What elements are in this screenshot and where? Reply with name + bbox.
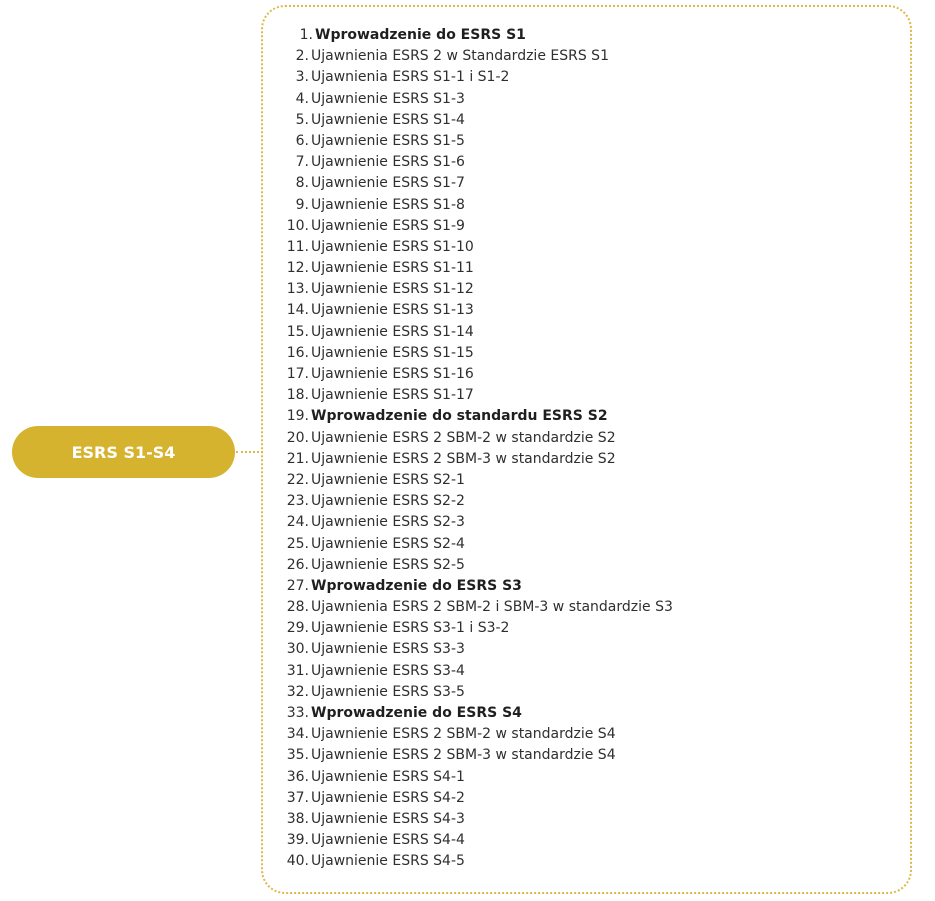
list-item xyxy=(281,745,673,766)
list-item xyxy=(281,512,673,533)
list-item xyxy=(281,470,673,491)
list-item xyxy=(281,534,673,555)
list-item xyxy=(281,830,673,851)
item-label: Ujawnienie ESRS S4-5 xyxy=(311,853,465,870)
list-item xyxy=(281,661,673,682)
item-label: Ujawnienie ESRS S1-14 xyxy=(311,323,474,340)
list-item xyxy=(281,152,673,173)
item-label: Ujawnienie ESRS S4-1 xyxy=(311,768,465,785)
root-node-label: ESRS S1-S4 xyxy=(71,442,176,462)
item-label: Ujawnienie ESRS S1-6 xyxy=(311,154,465,171)
item-label: Ujawnienie ESRS S1-17 xyxy=(311,387,474,404)
item-number: 31. xyxy=(286,662,309,679)
item-number: 20. xyxy=(286,429,309,446)
item-number: 21. xyxy=(286,450,309,467)
item-number: 22. xyxy=(286,471,309,488)
item-number: 16. xyxy=(286,344,309,361)
item-number: 39. xyxy=(286,832,309,849)
item-number: 7. xyxy=(295,154,309,171)
section-heading-item xyxy=(281,25,673,46)
item-number: 4. xyxy=(295,90,309,107)
item-label: Ujawnienie ESRS 2 SBM-3 w standardzie S2 xyxy=(311,450,616,467)
connector-line xyxy=(236,451,263,453)
list-item xyxy=(281,131,673,152)
list-item xyxy=(281,682,673,703)
item-number: 32. xyxy=(286,683,309,700)
item-number: 34. xyxy=(286,726,309,743)
list-item xyxy=(281,364,673,385)
item-number: 2. xyxy=(295,48,309,65)
item-label: Ujawnienie ESRS S1-13 xyxy=(311,302,474,319)
item-number: 13. xyxy=(286,281,309,298)
list-item xyxy=(281,491,673,512)
item-label: Ujawnienie ESRS S1-10 xyxy=(311,238,474,255)
list-item xyxy=(281,449,673,470)
item-number: 6. xyxy=(295,132,309,149)
item-label: Ujawnienie ESRS S1-9 xyxy=(311,217,465,234)
item-label: Wprowadzenie do ESRS S4 xyxy=(311,705,522,721)
item-number: 9. xyxy=(295,196,309,213)
item-label: Ujawnienie ESRS S1-5 xyxy=(311,132,465,149)
item-number: 15. xyxy=(286,323,309,340)
item-label: Ujawnienie ESRS S1-3 xyxy=(311,90,465,107)
section-heading-item xyxy=(281,703,673,724)
list-item xyxy=(281,216,673,237)
list-item xyxy=(281,851,673,872)
item-label: Wprowadzenie do ESRS S3 xyxy=(311,577,522,594)
item-number: 11. xyxy=(286,238,309,255)
list-item xyxy=(281,110,673,131)
item-label: Ujawnienie ESRS 2 SBM-2 w standardzie S2 xyxy=(311,429,616,446)
item-number: 29. xyxy=(286,620,309,637)
topic-list xyxy=(281,25,673,873)
item-label: Ujawnienia ESRS S1-1 i S1-2 xyxy=(311,69,510,86)
list-item xyxy=(281,788,673,809)
item-number: 8. xyxy=(295,175,309,192)
list-item xyxy=(281,279,673,300)
item-label: Ujawnienie ESRS S2-1 xyxy=(311,471,465,488)
item-number: 17. xyxy=(286,366,309,382)
list-item xyxy=(281,767,673,788)
item-number: 30. xyxy=(286,641,309,658)
list-item xyxy=(281,258,673,279)
section-heading-item xyxy=(281,406,673,427)
list-item xyxy=(281,428,673,449)
list-item xyxy=(281,237,673,258)
item-label: Ujawnienie ESRS S2-4 xyxy=(311,535,465,552)
list-item xyxy=(281,555,673,576)
item-number: 27. xyxy=(286,577,309,594)
item-label: Ujawnienie ESRS 2 SBM-3 w standardzie S4 xyxy=(311,747,616,764)
item-number: 19. xyxy=(286,408,309,425)
item-number: 28. xyxy=(286,599,309,616)
item-number: 1. xyxy=(299,27,313,43)
item-label: Ujawnienie ESRS S3-4 xyxy=(311,662,465,679)
item-number: 25. xyxy=(286,535,309,552)
item-label: Ujawnienie ESRS S4-3 xyxy=(311,810,465,827)
item-label: Wprowadzenie do ESRS S1 xyxy=(315,27,526,43)
list-item xyxy=(281,195,673,216)
list-item xyxy=(281,46,673,67)
list-item xyxy=(281,597,673,618)
item-label: Ujawnienie ESRS S1-16 xyxy=(311,366,474,382)
item-number: 24. xyxy=(286,514,309,531)
item-number: 23. xyxy=(286,493,309,510)
list-item xyxy=(281,322,673,343)
item-label: Ujawnienie ESRS S4-2 xyxy=(311,789,465,806)
item-number: 26. xyxy=(286,556,309,573)
item-number: 14. xyxy=(286,302,309,319)
list-item xyxy=(281,385,673,406)
section-heading-item xyxy=(281,576,673,597)
root-node-esrs-s1-s4[interactable] xyxy=(12,426,235,478)
item-label: Ujawnienie ESRS S1-7 xyxy=(311,175,465,192)
item-label: Ujawnienie ESRS S1-4 xyxy=(311,111,465,128)
item-number: 5. xyxy=(295,111,309,128)
item-number: 12. xyxy=(286,260,309,277)
item-label: Ujawnienie ESRS S3-3 xyxy=(311,641,465,658)
item-label: Ujawnienie ESRS S4-4 xyxy=(311,832,465,849)
list-item xyxy=(281,67,673,88)
item-label: Ujawnienie ESRS S1-11 xyxy=(311,260,474,277)
item-label: Ujawnienia ESRS 2 w Standardzie ESRS S1 xyxy=(311,48,609,65)
item-number: 36. xyxy=(286,768,309,785)
list-item xyxy=(281,618,673,639)
item-label: Ujawnienie ESRS 2 SBM-2 w standardzie S4 xyxy=(311,726,616,743)
item-number: 40. xyxy=(286,853,309,870)
item-label: Ujawnienie ESRS S2-5 xyxy=(311,556,465,573)
list-item xyxy=(281,300,673,321)
item-number: 18. xyxy=(286,387,309,404)
item-number: 33. xyxy=(286,705,309,721)
item-label: Ujawnienie ESRS S2-2 xyxy=(311,493,465,510)
item-label: Ujawnienie ESRS S2-3 xyxy=(311,514,465,531)
list-item xyxy=(281,724,673,745)
list-item xyxy=(281,809,673,830)
list-item xyxy=(281,89,673,110)
item-number: 3. xyxy=(295,69,309,86)
item-number: 35. xyxy=(286,747,309,764)
item-label: Ujawnienie ESRS S3-5 xyxy=(311,683,465,700)
list-item xyxy=(281,639,673,660)
item-label: Ujawnienia ESRS 2 SBM-2 i SBM-3 w standardzie S3 xyxy=(311,599,673,616)
item-label: Ujawnienie ESRS S1-8 xyxy=(311,196,465,213)
item-number: 10. xyxy=(286,217,309,234)
item-number: 38. xyxy=(286,810,309,827)
list-item xyxy=(281,343,673,364)
item-label: Ujawnienie ESRS S1-15 xyxy=(311,344,474,361)
item-label: Ujawnienie ESRS S3-1 i S3-2 xyxy=(311,620,510,637)
list-item xyxy=(281,173,673,194)
item-label: Ujawnienie ESRS S1-12 xyxy=(311,281,474,298)
item-number: 37. xyxy=(286,789,309,806)
item-label: Wprowadzenie do standardu ESRS S2 xyxy=(311,408,608,425)
